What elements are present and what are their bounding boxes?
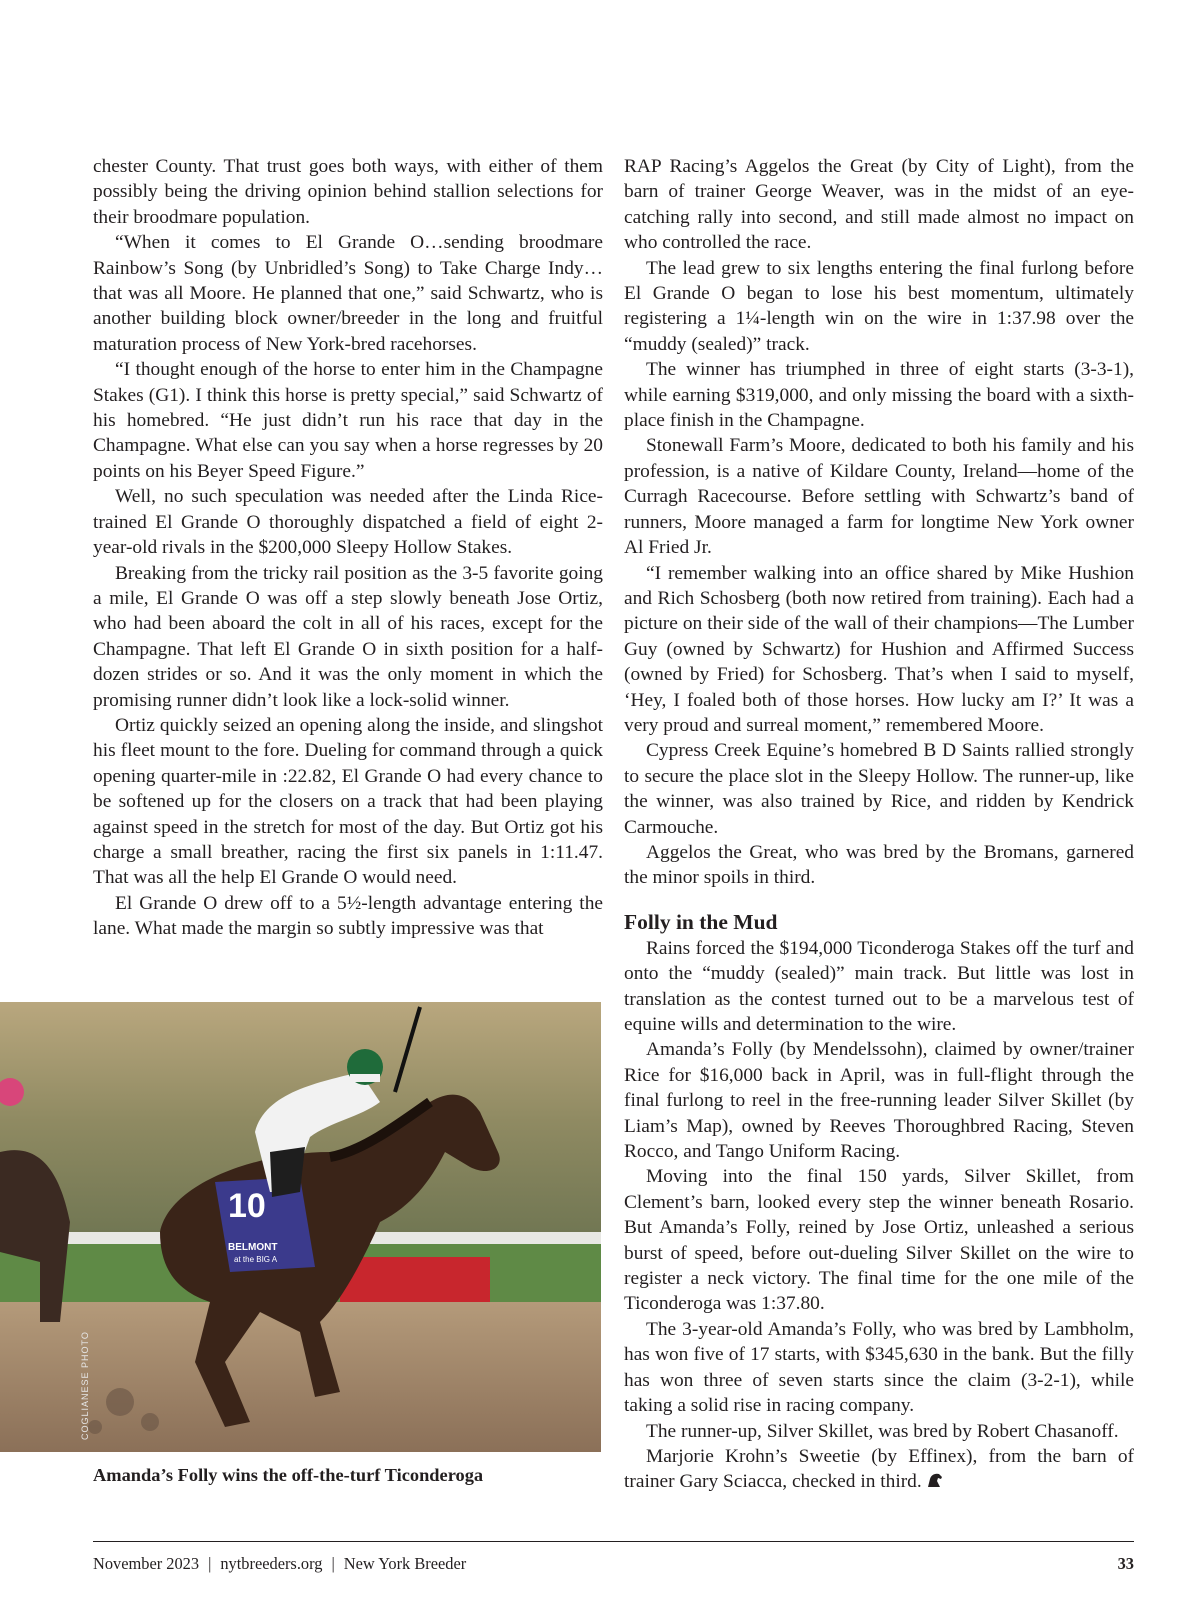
- article-paragraph: Cypress Creek Equine’s homebred B D Saints rallied strongly to secure the place slot in the Sleepy Hollow. The runner-up, like the winner, was also trained by Rice, and ridden by Kendrick Carmouche.: [624, 740, 1134, 838]
- article-paragraph: “I remember walking into an office shared by Mike Hushion and Rich Schosberg (both now retired from training). Each had a picture on their side of the wall of their champions—The Lumber Guy (owned by Schwartz) for Hushion and Affirmed Success (owned by Fried) for Schosberg. That’s when I said to myself, ‘Hey, I foaled both of those horses. How lucky am I?’ It was a very proud and surreal moment,” remembered Moore.: [624, 562, 1134, 736]
- article-paragraph: Marjorie Krohn’s Sweetie (by Effinex), from the barn of trainer Gary Sciacca, checked in third.: [624, 1445, 1134, 1493]
- article-paragraph: The runner-up, Silver Skillet, was bred by Robert Chasanoff.: [646, 1420, 1119, 1442]
- article-column-left: [93, 154, 603, 942]
- article-paragraph: “When it comes to El Grande O…sending broodmare Rainbow’s Song (by Unbridled’s Song) to Take Charge Indy…that was all Moore. He planned that one,” said Schwartz, who is another building block owner/breeder in the long and fruitful maturation process of New York-bred racehorses.: [93, 232, 603, 355]
- article-column-right: [624, 154, 1134, 1495]
- article-paragraph: Well, no such speculation was needed after the Linda Rice-trained El Grande O thoroughly dispatched a field of eight 2-year-old rivals in the $200,000 Sleepy Hollow Stakes.: [93, 486, 603, 559]
- article-paragraph: Breaking from the tricky rail position as the 3-5 favorite going a mile, El Grande O was off a step slowly beneath Jose Ortiz, who had been aboard the colt in all of his races, except for the Champagne. That left El Grande O in sixth position for a half-dozen strides or so. And it was the only moment in which the promising runner didn’t look like a lock-solid winner.: [93, 562, 603, 711]
- article-paragraph: Moving into the final 150 yards, Silver Skillet, from Clement’s barn, looked every step the winner beneath Rosario. But Amanda’s Folly, reined by Jose Ortiz, unleashed a serious burst of speed, before out-dueling Silver Skillet on the wire to register a neck victory. The final time for the one mile of the Ticonderoga was 1:37.80.: [624, 1166, 1134, 1315]
- photo-caption: Amanda’s Folly wins the off-the-turf Ticonderoga: [93, 1465, 484, 1485]
- footer-website[interactable]: nytbreeders.org: [220, 1554, 323, 1573]
- saddle-cloth-text: BELMONT: [228, 1242, 278, 1253]
- footer-separator: |: [331, 1554, 335, 1573]
- jockey-pants: [270, 1147, 305, 1197]
- photo-credit: COGLIANESE PHOTO: [80, 1331, 90, 1440]
- page-number: 33: [1117, 1554, 1134, 1573]
- article-paragraph: The lead grew to six lengths entering the final furlong before El Grande O began to lose his best momentum, ultimately registering a 1¼-length win on the wire in 1:37.98 over the “muddy (sealed)” track.: [624, 257, 1134, 355]
- article-paragraph: RAP Racing’s Aggelos the Great (by City of Light), from the barn of trainer George Weaver, was in the midst of an eye-catching rally into second, and still made almost no impact on who controlled the race.: [624, 156, 1134, 254]
- article-paragraph: Ortiz quickly seized an opening along the inside, and slingshot his fleet mount to the fore. Dueling for command through a quick opening quarter-mile in :22.82, El Grande O had every chance to be softened up for the closers on a track that had been playing against speed in the stretch for most of the day. But Ortiz got his charge a small breather, racing the first six panels in 1:11.47. That was all the help El Grande O would need.: [93, 714, 603, 889]
- article-paragraph: El Grande O drew off to a 5½-length advantage entering the lane. What made the margin so subtly impressive was that: [93, 892, 603, 940]
- article-paragraph: Aggelos the Great, who was bred by the Bromans, garnered the minor spoils in third.: [624, 841, 1134, 889]
- race-photo-illustration: [0, 1002, 601, 1452]
- horse-head-icon: [926, 1472, 944, 1488]
- footer-issue: November 2023: [93, 1554, 200, 1573]
- saddle-cloth-subtext: at the BIG A: [234, 1255, 278, 1264]
- footer-rule: [93, 1541, 1134, 1542]
- right-column-body-top: [624, 154, 1134, 891]
- footer-publication: New York Breeder: [343, 1554, 467, 1573]
- section-heading: Folly in the Mud: [624, 909, 778, 934]
- article-paragraph: Amanda’s Folly (by Mendelssohn), claimed by owner/trainer Rice for $16,000 back in April, was in full-flight through the final furlong to reel in the free-running leader Silver Skillet (by Liam’s Map), owned by Reeves Thoroughbred Racing, Steven Rocco, and Tango Uniform Racing.: [624, 1039, 1134, 1163]
- right-column-body-bottom: [624, 936, 1134, 1495]
- article-paragraph: Rains forced the $194,000 Ticonderoga Stakes off the turf and onto the “muddy (sealed)” main track. But little was lost in translation as the contest turned out to be a marvelous test of equine wills and determination to the wire.: [624, 937, 1134, 1035]
- race-photo: [0, 1002, 601, 1452]
- saddle-cloth-number: 10: [228, 1187, 266, 1225]
- article-paragraph: chester County. That trust goes both ways, with either of them possibly being the driving opinion behind stallion selections for their broodmare population.: [93, 156, 603, 228]
- article-paragraph: Stonewall Farm’s Moore, dedicated to both his family and his profession, is a native of Kildare County, Ireland—home of the Curragh Racecourse. Before settling with Schwartz’s band of runners, Moore managed a farm for longtime New York owner Al Fried Jr.: [624, 435, 1134, 559]
- page-footer: [93, 1553, 1134, 1575]
- article-paragraph: The winner has triumphed in three of eight starts (3-3-1), while earning $319,000, and only missing the board with a sixth-place finish in the Champagne.: [624, 359, 1134, 432]
- article-paragraph: The 3-year-old Amanda’s Folly, who was bred by Lambholm, has won five of 17 starts, with $345,630 in the bank. But the filly has won three of seven starts since the claim (3-2-1), while taking a solid rise in racing company.: [624, 1318, 1134, 1417]
- article-paragraph: “I thought enough of the horse to enter him in the Champagne Stakes (G1). I think this horse is pretty special,” said Schwartz of his homebred. “He just didn’t run his race that day in the Champagne. What else can you say when a horse regresses by 20 points on his Beyer Speed Figure.”: [93, 359, 603, 482]
- footer-separator: |: [208, 1554, 212, 1573]
